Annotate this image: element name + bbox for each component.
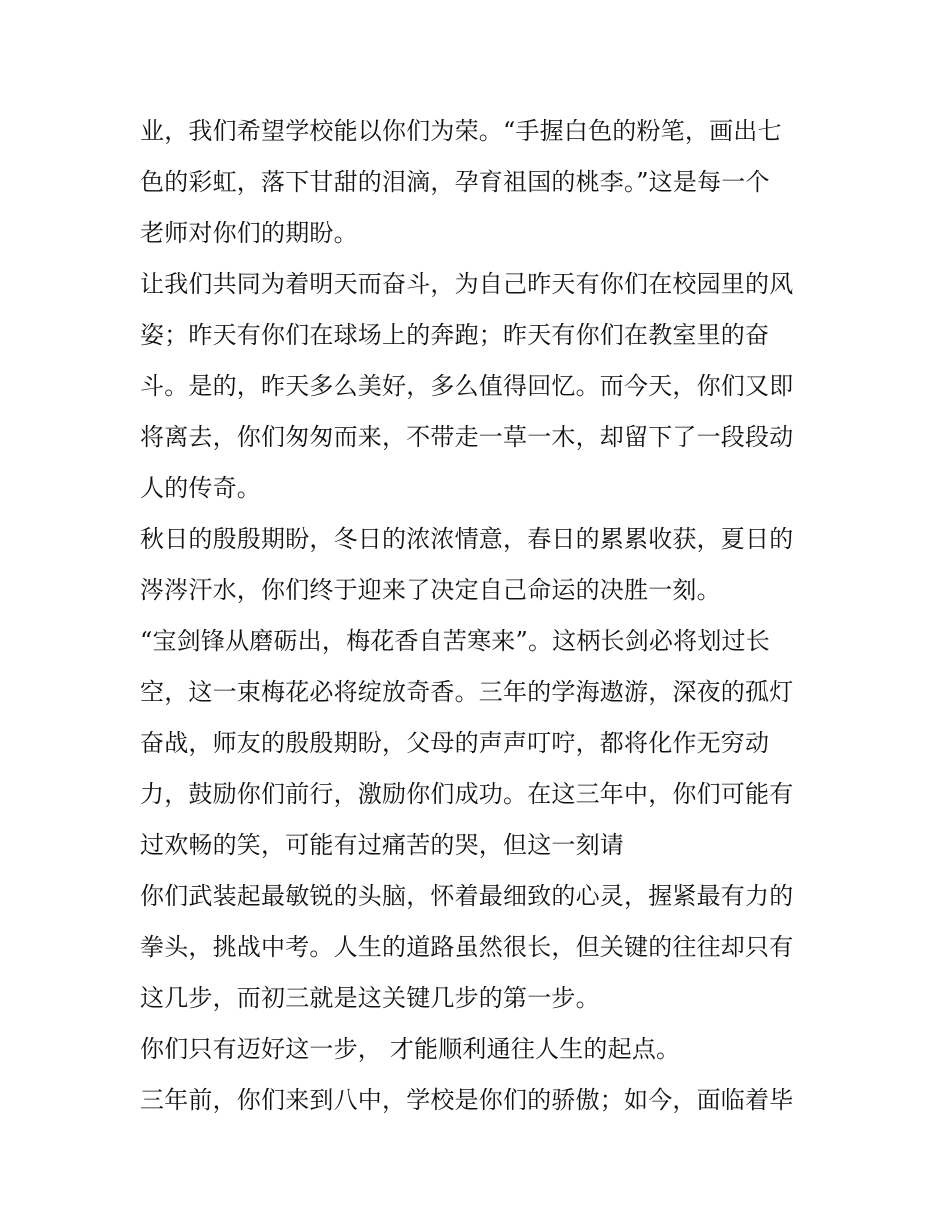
text-line: 老师对你们的期盼。 bbox=[140, 219, 358, 247]
text-line: 秋日的殷殷期盼，冬日的浓浓情意，春日的累累收获，夏日的 bbox=[140, 525, 794, 553]
text-line: 斗。是的，昨天多么美好，多么值得回忆。而今天，你们又即 bbox=[140, 372, 794, 400]
document-body-text bbox=[140, 106, 820, 1126]
text-line: 你们只有迈好这一步， 才能顺利通往人生的起点。 bbox=[140, 1035, 681, 1063]
text-line: 涔涔汗水，你们终于迎来了决定自己命运的决胜一刻。 bbox=[140, 576, 721, 604]
text-line: 拳头，挑战中考。人生的道路虽然很长，但关键的往往却只有 bbox=[140, 933, 794, 961]
text-line: 三年前，你们来到八中，学校是你们的骄傲；如今，面临着毕 bbox=[140, 1086, 794, 1114]
text-line: 力，鼓励你们前行，激励你们成功。在这三年中，你们可能有 bbox=[140, 780, 794, 808]
text-line: 奋战，师友的殷殷期盼，父母的声声叮咛，都将化作无穷动 bbox=[140, 729, 770, 757]
text-line: 姿；昨天有你们在球场上的奔跑；昨天有你们在教室里的奋 bbox=[140, 321, 770, 349]
text-line: 人的传奇。 bbox=[140, 474, 261, 502]
text-line: 过欢畅的笑，可能有过痛苦的哭，但这一刻请 bbox=[140, 831, 624, 859]
text-line: 空，这一束梅花必将绽放奇香。三年的学海遨游，深夜的孤灯 bbox=[140, 678, 794, 706]
text-line: 色的彩虹，落下甘甜的泪滴，孕育祖国的桃李。”这是每一个 bbox=[140, 168, 770, 196]
text-line: “宝剑锋从磨砺出，梅花香自苦寒来”。这柄长剑必将划过长 bbox=[140, 627, 770, 655]
text-line: 你们武装起最敏锐的头脑，怀着最细致的心灵，握紧最有力的 bbox=[140, 882, 794, 910]
text-line: 这几步，而初三就是这关键几步的第一步。 bbox=[140, 984, 600, 1012]
text-line: 业，我们希望学校能以你们为荣。“手握白色的粉笔，画出七 bbox=[140, 117, 782, 145]
text-line: 将离去，你们匆匆而来，不带走一草一木，却留下了一段段动 bbox=[140, 423, 794, 451]
text-line: 让我们共同为着明天而奋斗，为自己昨天有你们在校园里的风 bbox=[140, 270, 794, 298]
